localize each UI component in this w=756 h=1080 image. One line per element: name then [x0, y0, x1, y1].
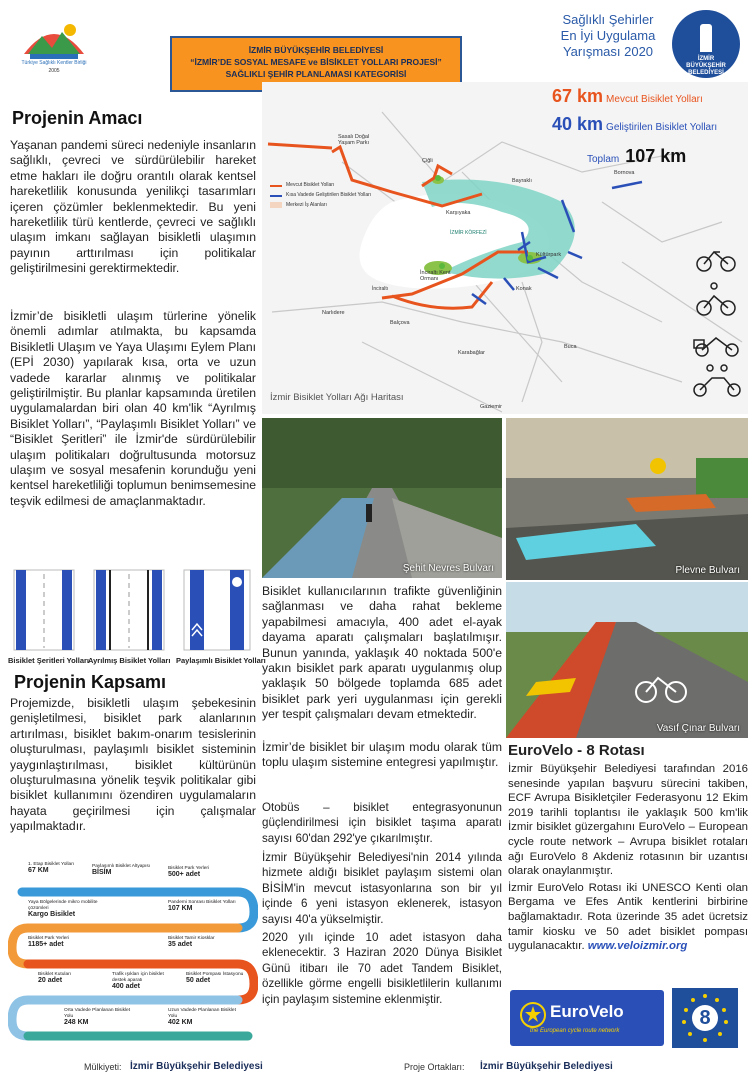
label-bike-lanes: Bisiklet Şeritleri Yolları: [8, 656, 90, 665]
total-km: [587, 146, 686, 167]
competition-line-1: Sağlıklı Şehirler: [562, 12, 654, 27]
badge-number: 8: [699, 1007, 711, 1029]
aim-paragraph-1: Yaşanan pandemi süreci nedeniyle insanların sağlıklı, çevreci ve sürdürülebilir hareket etme hakları ile doğru orantılı olarak kentsel hareketlilik konusunda yenilikçi tasarımları içeren çözümler beklenmektedir. Bu yeni hareketlilik türü kentlerde, çevreci ve sağlıklı ulaşım imkanı sağlayan bisikletli ulaşımın payının arttırılması için politikalar geliştirilmesini gerektirmektedir.: [10, 138, 256, 276]
scope-paragraph: Projemizde, bisikletli ulaşım şebekesinin genişletilmesi, bisiklet park alanlarının artırılması, bisiklet bakım-onarım tesislerinin oluşturulması, paylaşımlı bisiklet sisteminin yaygınlaştırılması, bisiklet kültürünün oluşturulmasına yönelik teşvik politikalar gibi bisiklet kullanımını özendiren uygulamaların hayata geçirilmesi için çalışmalar yapılmaktadır.: [10, 696, 256, 834]
aim-title: Projenin Amacı: [12, 108, 143, 128]
timeline-label-2: Paylaşımlı Bisiklet Altyapısı: [92, 864, 151, 869]
clock-tower-icon: [700, 24, 712, 52]
box-line-1: İZMİR BÜYÜKŞEHİR BELEDİYESİ: [248, 45, 384, 55]
timeline-label-10: Bisiklet Pompası İstasyonu: [186, 972, 244, 977]
logo-text: Türkiye Sağlıklı Kentler Birliği: [21, 60, 87, 66]
developed-km: [552, 114, 717, 135]
middle-paragraph-2: İzmir’de bisiklet bir ulaşım modu olarak tüm toplu ulaşım sistemine entegresi yapılmıştır.: [262, 740, 502, 770]
developed-km-value: 40 km: [552, 114, 604, 134]
photo-plevne: [506, 418, 748, 580]
eurovelo-logo-sub: the European cycle route network: [530, 1028, 620, 1034]
timeline-label-3: Bisiklet Park Yerleri: [168, 866, 210, 871]
place-korfez: İZMİR KÖRFEZİ: [450, 230, 487, 236]
timeline-item-5: [168, 900, 238, 913]
seal-line-3: BELEDİYESİ: [688, 70, 724, 76]
partner-label: Proje Ortakları:: [404, 1062, 465, 1072]
timeline-value-5: 107 KM: [168, 905, 193, 912]
place-inciralti-park: İnciraltı Kent Ormanı: [420, 270, 451, 282]
photo-vasif-cinar: [506, 582, 748, 738]
owner-value: İzmir Büyükşehir Belediyesi: [130, 1061, 263, 1072]
caption-sehit-nevres: Şehit Nevres Bulvarı: [402, 563, 494, 574]
timeline-value-7: 35 adet: [168, 941, 193, 948]
seal-text: [672, 56, 740, 77]
legend-short-term: Kısa Vadede Geliştirilen Bisiklet Yolları: [286, 192, 372, 198]
timeline-label-4: Yaya Bölgelerinde mikro mobilite çözümleri: [28, 900, 98, 911]
legend-cbd: Merkezi İş Alanları: [286, 202, 327, 208]
veloizmir-link[interactable]: www.veloizmir.org: [587, 940, 688, 953]
timeline-label-11: Orta Vadede Planlanan Bisiklet Yolu: [64, 1008, 131, 1019]
place-narlidere: Narlıdere: [322, 310, 345, 316]
place-konak: Konak: [516, 286, 532, 292]
timeline-value-11: 248 KM: [64, 1019, 89, 1026]
place-cigli: Çiğli: [422, 158, 433, 164]
competition-line-3: Yarışması 2020: [562, 44, 654, 59]
competition-title: [548, 12, 668, 60]
middle-paragraph-3: Otobüs – bisiklet entegrasyonunun güçlendirilmesi için bisiklet taşıma aparatı sayısı 60'dan 292'ye çıkarılmıştır.: [262, 801, 502, 845]
place-bornova: Bornova: [614, 170, 635, 176]
map-caption: İzmir Bisiklet Yolları Ağı Haritası: [270, 392, 404, 403]
timeline-item-9: [112, 972, 178, 991]
timeline-label-1: 1. Etap Bisiklet Yolları: [28, 862, 75, 867]
caption-plevne: Plevne Bulvarı: [675, 565, 740, 576]
timeline-value-9: 400 adet: [112, 983, 141, 990]
eurovelo-text: [508, 762, 748, 954]
timeline-label-8: Bisiklet Kutuları: [38, 972, 72, 977]
existing-km: [552, 86, 703, 107]
place-balcova: Balçova: [390, 320, 410, 326]
partner-value: İzmir Büyükşehir Belediyesi: [480, 1061, 613, 1072]
aim-paragraph-2: İzmir’de bisikletli ulaşım türlerine yönelik önemli adımlar atılmakta, bu kapsamda Bisikletli Ulaşım ve Yaya Ulaşımı Eylem Planı (EPİ 2030) yapılarak kısa, orta ve uzun vadede kararlar alınmış ve politikalar geliştirilmiştir. Bu planlar kapsamında üretilen uygulamalardan biri olan 40 km'lik “Ayrılmış Bisiklet Yolları”, “Paylaşımlı Bisiklet Yolları” ve “Bisiklet Şeritleri” ile İzmir'de sürdürülebilir ulaşım politikaları doğrultusunda motorsuz ulaşım ve sosyal mesafenin korunduğu yeni kentsel hareketliliği toplumun benimsemesine teşvik edilmesi de amaçlanmaktadır.: [10, 309, 256, 508]
place-bayrakli: Bayraklı: [512, 178, 532, 184]
timeline-label-6: Bisiklet Park Yerleri: [28, 936, 70, 941]
timeline-item-3: [168, 866, 238, 879]
timeline-item-1: [28, 862, 88, 875]
seal-line-1: İZMİR: [697, 56, 715, 62]
competition-line-2: En İyi Uygulama: [560, 28, 656, 43]
caption-vasif-cinar: Vasıf Çınar Bulvarı: [656, 723, 740, 734]
timeline-value-6: 1185+ adet: [28, 941, 64, 948]
timeline-label-12: Uzun Vadede Planlanan Bisiklet Yolu: [168, 1008, 236, 1019]
eurovelo-star-icon: [518, 1000, 548, 1030]
photo-sehit-nevres: [262, 418, 502, 578]
healthy-cities-logo: [14, 8, 94, 76]
footer: [0, 1056, 756, 1080]
total-value: 107 km: [625, 146, 687, 166]
total-label: Toplam: [587, 154, 620, 165]
timeline-value-3: 500+ adet: [168, 871, 201, 878]
timeline-value-1: 67 KM: [28, 867, 49, 874]
existing-km-label: Mevcut Bisiklet Yolları: [606, 94, 703, 105]
place-karabaglar: Karabağlar: [458, 350, 485, 356]
label-separated: Ayrılmış Bisiklet Yolları: [88, 656, 171, 665]
label-shared: Paylaşımlı Bisiklet Yolları: [176, 656, 266, 665]
seal-line-2: BÜYÜKŞEHİR: [686, 63, 726, 69]
eurovelo-paragraph-1: İzmir Büyükşehir Belediyesi tarafından 2016 senesinde yapılan başvuru sürecini takiben, ECF Avrupa Bisikletçiler Federasyonu 12 Ekim 2019 tarihli toplantısı ile yaklaşık 500 km'lik İzmir bisiklet güzergahını EuroVelo – European cycle route network – Avrupa bisiklet rotaları ağı EuroVelo 8 Akdeniz rotasının bir uzantısı olarak onaylanmıştır.: [508, 763, 748, 878]
middle-paragraph-5: 2020 yılı içinde 10 adet istasyon daha eklenecektir. 3 Haziran 2020 Dünya Bisiklet Günü itibarı ile 70 adet Tandem Bisiklet, özellikle görme engelli bisikletlilerin kullanımı için paylaşım sistemine eklenmiştir.: [262, 931, 502, 1006]
legend-existing: Mevcut Bisiklet Yolları: [286, 182, 335, 188]
owner-label: Mülkiyeti:: [84, 1062, 122, 1072]
eurovelo-8-badge: [672, 988, 738, 1048]
logo-year: 2005: [48, 68, 60, 74]
timeline-item-10: [186, 972, 246, 985]
timeline-value-4: Kargo Bisiklet: [28, 911, 76, 918]
timeline-item-11: [64, 1008, 134, 1027]
place-sasali: Sasalı Doğal Yaşam Parkı: [338, 134, 370, 146]
eurovelo-paragraph-2: İzmir EuroVelo Rotası iki UNESCO Kenti olan Bergama ve Efes Antik kentlerini birbirine bağlamaktadır. Rota üzerinde 35 adet ücretsiz tamir kiosku ve 50 adet bisiklet pompası uygulanacaktır.: [508, 881, 748, 953]
middle-paragraph-1: Bisiklet kullanıcılarının trafikte güvenliğinin sağlanması ve daha rahat bekleme yapabilmesi amacıyla, 400 adet el-ayak dayama aparatı çalışmaları başlatılmışır. Bunun yanında, yaklaşık 40 noktada 500'e yakın bisiklet park aparatı uygulanmış olup yaklaşık 50 bölgede toplamda 685 adet bisiklet park yeri uygulanması için gerekli yer tespit çalışmaları devam etmektedir.: [262, 584, 502, 722]
eurovelo-logo-main: EuroVelo: [550, 1002, 624, 1021]
middle-paragraph-4: İzmir Büyükşehir Belediyesi'nin 2014 yılında hizmete aldığı bisiklet paylaşım sistemi olan BİSİM'in mevcut istasyonlarına son bir yıl içinde 6 yeni istasyon eklenerek, istasyon sayısı 40'a yükselmiştir.: [262, 851, 502, 926]
scope-title: Projenin Kapsamı: [14, 672, 167, 692]
timeline-value-2: BİSİM: [92, 869, 112, 876]
timeline-item-6: [28, 936, 98, 949]
timeline-item-4: [28, 900, 98, 919]
place-kulturpark: Kültürpark: [536, 252, 562, 258]
existing-km-value: 67 km: [552, 86, 604, 106]
developed-km-label: Geliştirilen Bisiklet Yolları: [606, 122, 718, 133]
timeline-label-7: Bisiklet Tamir Kiosklar: [168, 936, 215, 941]
timeline-value-8: 20 adet: [38, 977, 63, 984]
bike-infrastructure-timeline: [8, 862, 258, 1070]
timeline-value-10: 50 adet: [186, 977, 211, 984]
place-gaziemir: Gaziemir: [480, 404, 503, 410]
box-line-3: SAĞLIKLI ŞEHİR PLANLAMASI KATEGORİSİ: [225, 69, 407, 79]
place-karsiyaka: Karşıyaka: [446, 210, 471, 216]
lane-type-diagrams: [8, 568, 258, 668]
timeline-item-8: [38, 972, 98, 985]
place-inciralti: İnciraltı: [372, 286, 389, 292]
timeline-item-12: [168, 1008, 238, 1027]
place-buca: Buca: [564, 344, 577, 350]
timeline-item-7: [168, 936, 238, 949]
bike-types-icon: [692, 242, 742, 402]
izmir-municipality-seal: [672, 10, 740, 78]
timeline-value-12: 402 KM: [168, 1019, 193, 1026]
timeline-label-9: Trafik ışıkları için bisiklet destek aparatı: [112, 972, 164, 983]
eurovelo-logo: [510, 990, 664, 1046]
timeline-label-5: Pandemi Sonrası Bisiklet Yolları: [168, 900, 236, 905]
timeline-item-2: [92, 864, 152, 877]
box-line-2: “İZMİR’DE SOSYAL MESAFE ve BİSİKLET YOLLARI PROJESİ”: [190, 57, 442, 67]
eurovelo-title: EuroVelo - 8 Rotası: [508, 742, 645, 759]
